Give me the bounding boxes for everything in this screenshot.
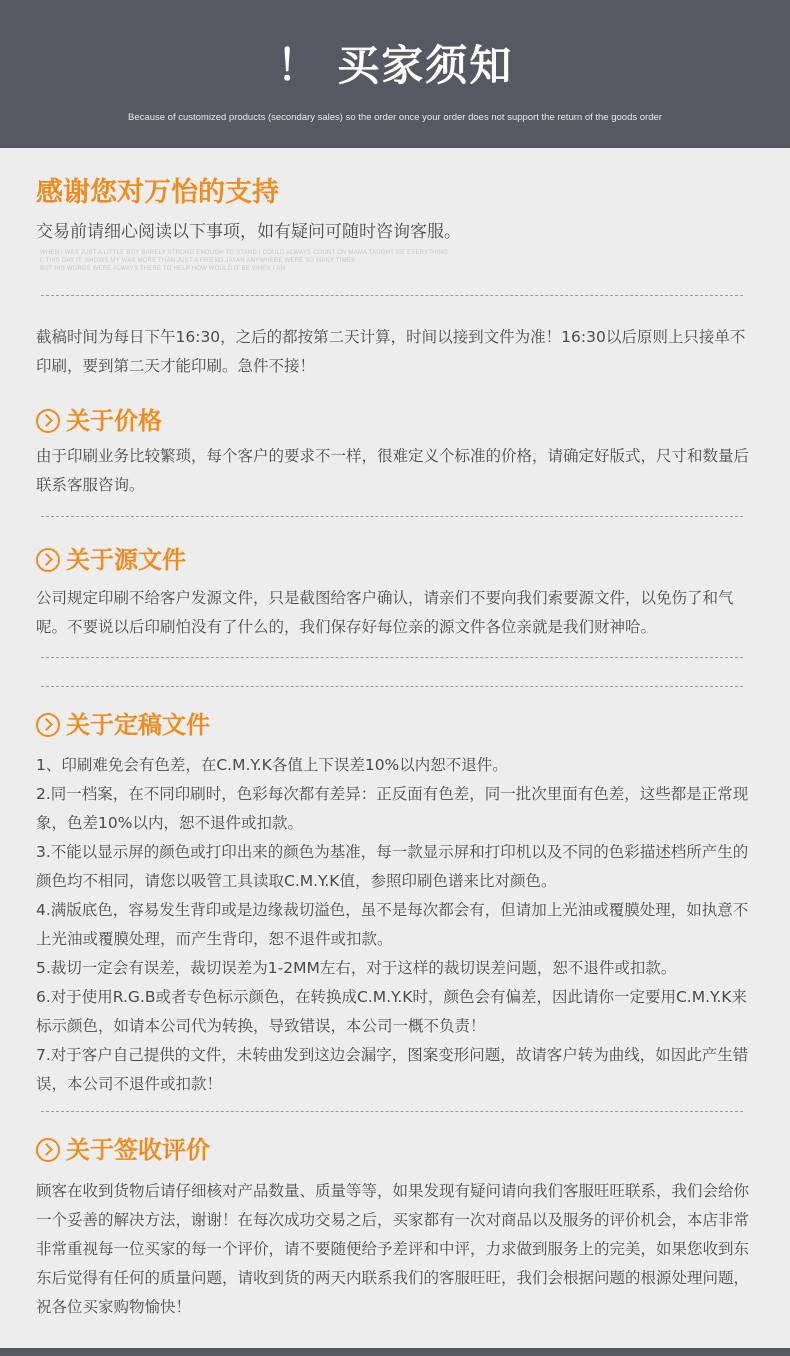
cutoff-text: 截稿时间为每日下午16:30，之后的都按第二天计算，时间以接到文件为准！16:30以后原则上只接单不印刷，要到第二天才能印刷。急件不接！ [36, 328, 746, 375]
arrow-circle-icon [36, 1138, 60, 1162]
paragraph: 6.对于使用R.G.B或者专色标示颜色，在转换成C.M.Y.K时，颜色会有偏差，因此请你一定要用C.M.Y.K来标示颜色，如请本公司代为转换，导致错误，本公司一概不负责！ [36, 988, 747, 1035]
header-banner [0, 0, 790, 148]
arrow-circle-icon [36, 713, 60, 737]
section-header-source [36, 542, 186, 578]
paragraph: 4.满版底色，容易发生背印或是边缘裁切溢色，虽不是每次都会有，但请加上光油或覆膜处理，如执意不上光油或覆膜处理，而产生背印，恕不退件或扣款。 [36, 901, 749, 948]
paragraph: 7.对于客户自己提供的文件，未转曲发到这边会漏字，图案变形问题，故请客户转为曲线，如因此产生错误，本公司不退件或扣款！ [36, 1046, 749, 1093]
section-title: 关于定稿文件 [66, 711, 210, 739]
cutoff-notice [36, 323, 752, 381]
paragraph: 5.裁切一定会有误差，裁切误差为1-2MM左右，对于这样的裁切误差问题，恕不退件或扣款。 [36, 959, 677, 977]
paragraph: 由于印刷业务比较繁琐，每个客户的要求不一样，很难定义个标准的价格，请确定好版式，尺寸和数量后联系客服咨询。 [36, 447, 750, 494]
footer-bar [0, 1348, 790, 1356]
section-header-final [36, 707, 210, 743]
section-title: 关于签收评价 [66, 1136, 210, 1164]
dashed-divider [41, 516, 743, 517]
intro-title: 感谢您对万怡的支持 [36, 177, 279, 208]
faint-decor-line: I, THIS DAY IT. SHOWS MY WAS MORE THAN JUST A FRIEND JAYAH ANYWHERE WERE SO MANY TIMES [40, 258, 356, 264]
paragraph: 3.不能以显示屏的颜色或打印出来的颜色为基准，每一款显示屏和打印机以及不同的色彩描述档所产生的颜色均不相同，请您以吸管工具读取C.M.Y.K值，参照印刷色谱来比对颜色。 [36, 843, 749, 890]
section-title: 关于价格 [66, 407, 162, 435]
dashed-divider [41, 657, 743, 658]
page-title: ！ 买家须知 [276, 41, 514, 90]
faint-decor-line: WHEN I WAS JUST A LITTLE BOY BARELY STRONG ENOUGH TO STAND I COULD ALWAYS COUNT ON MAMA TAUGHT ME EVERYTHING [40, 250, 449, 256]
section-title: 关于源文件 [66, 546, 186, 574]
intro-subtitle: 交易前请细心阅读以下事项，如有疑问可随时咨询客服。 [36, 222, 461, 242]
dashed-divider [41, 295, 743, 296]
paragraph: 1、印刷难免会有色差，在C.M.Y.K各值上下误差10%以内恕不退件。 [36, 756, 508, 774]
section-header-review [36, 1132, 210, 1168]
section-body-source [36, 584, 752, 642]
faint-decor-line: BUT HIS WORDS WERE ALWAYS THERE TO HELP HOW WOULD IT BE WHEN I AM [40, 266, 286, 272]
section-body-final [36, 751, 752, 1099]
section-body-price [36, 442, 752, 500]
arrow-circle-icon [36, 548, 60, 572]
page-subtitle: Because of customized products (secondary sales) so the order once your order does not support the return of the goods order [128, 112, 662, 123]
dashed-divider [41, 686, 743, 687]
paragraph: 2.同一档案，在不同印刷时，色彩每次都有差异：正反面有色差，同一批次里面有色差，这些都是正常现象，色差10%以内，恕不退件或扣款。 [36, 785, 749, 832]
paragraph: 公司规定印刷不给客户发源文件，只是截图给客户确认，请亲们不要向我们索要源文件，以免伤了和气呢。不要说以后印刷怕没有了什么的，我们保存好每位亲的源文件各位亲就是我们财神哈。 [36, 589, 734, 636]
section-body-review [36, 1177, 752, 1322]
paragraph: 顾客在收到货物后请仔细核对产品数量、质量等等，如果发现有疑问请向我们客服旺旺联系，我们会给你一个妥善的解决方法，谢谢！在每次成功交易之后，买家都有一次对商品以及服务的评价机会，本店非常非常重视每一位买家的每一个评价，请不要随便给予差评和中评，力求做到服务上的完美，如果您收到东东后觉得有任何的质量问题，请收到货的两天内联系我们的客服旺旺，我们会根据问题的根源处理问题，祝各位买家购物愉快！ [36, 1182, 750, 1316]
arrow-circle-icon [36, 409, 60, 433]
dashed-divider [41, 1111, 743, 1112]
section-header-price [36, 403, 162, 439]
